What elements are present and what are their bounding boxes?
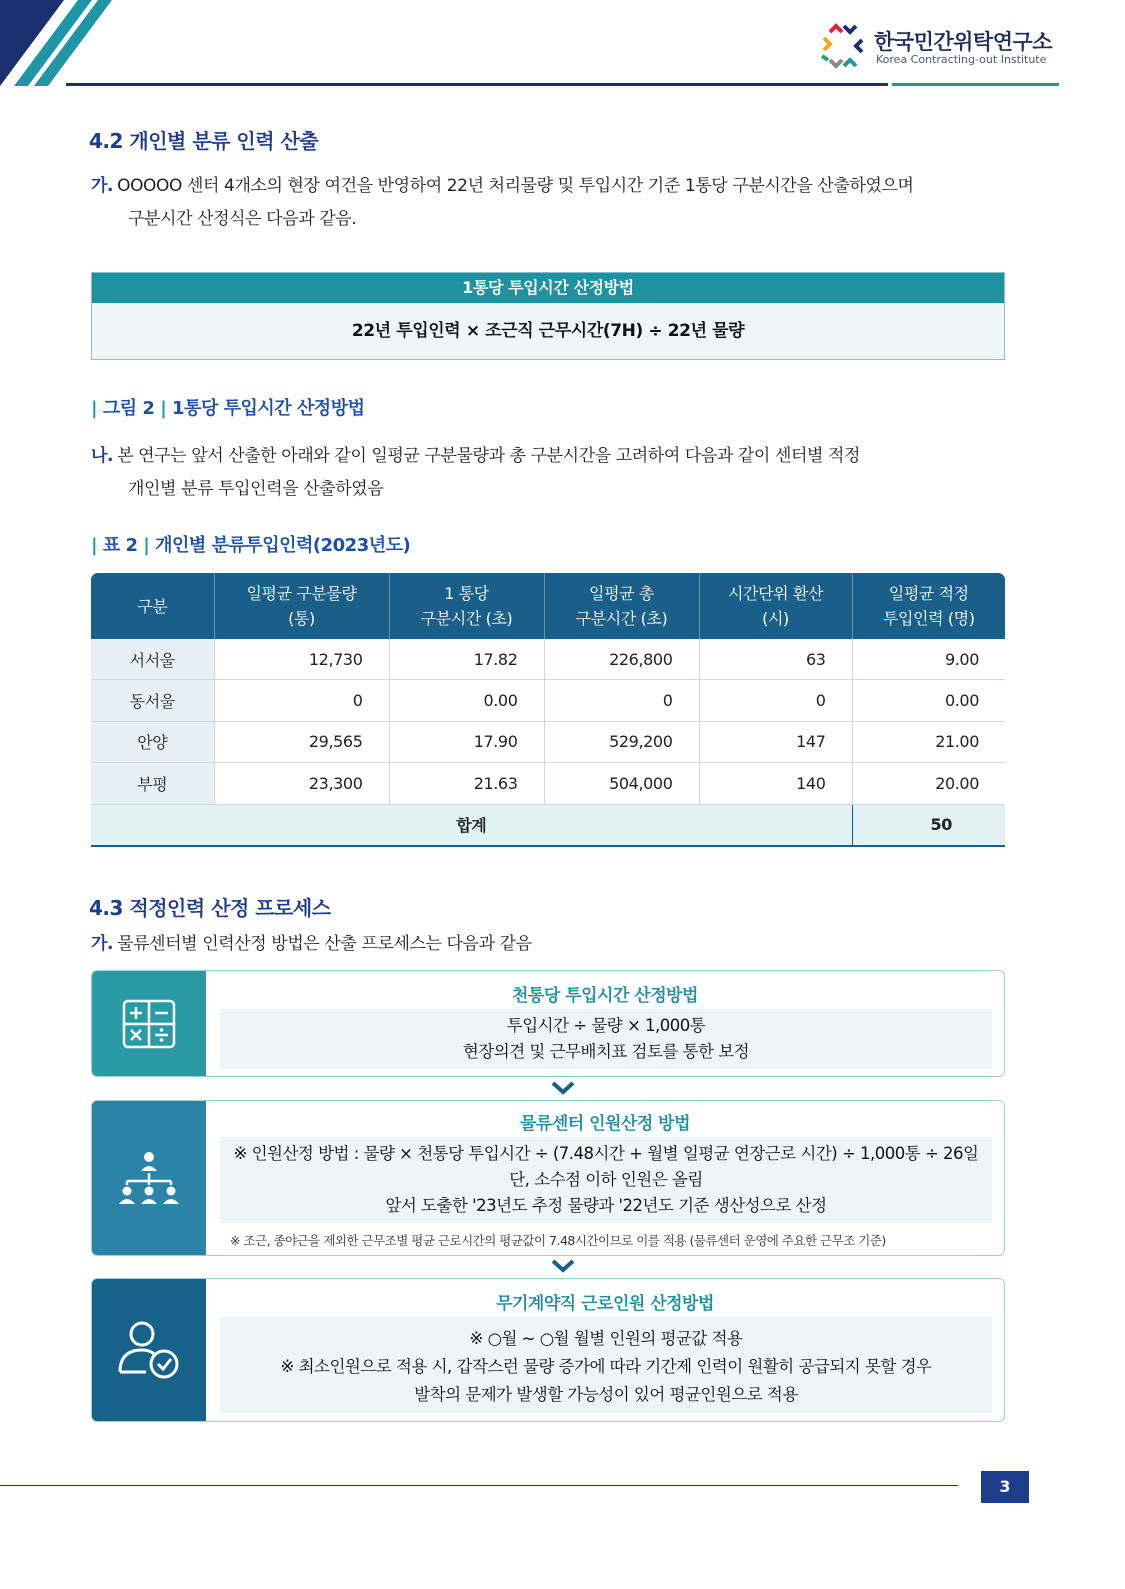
row-header: 서서울 <box>91 639 214 680</box>
paragraph-line: 구분시간 산정식은 다음과 같음. <box>128 209 357 229</box>
table-cell: 0 <box>699 680 852 721</box>
table-cell: 63 <box>699 639 852 680</box>
table-cell: 17.82 <box>389 639 544 680</box>
column-header: 1 통당 구분시간 (초) <box>389 573 544 639</box>
table-cell: 0 <box>544 680 699 721</box>
chevron-down-icon <box>550 1080 576 1096</box>
row-header: 부평 <box>91 763 214 804</box>
process-line: 앞서 도출한 '23년도 추정 물량과 '22년도 기준 생산성으로 산정 <box>385 1196 827 1215</box>
row-header: 동서울 <box>91 680 214 721</box>
table-cell: 0.00 <box>852 680 1005 721</box>
process-line: 발착의 문제가 발생할 가능성이 있어 평균인원으로 적용 <box>414 1385 798 1404</box>
process-body <box>220 1009 992 1069</box>
table-header-row <box>91 573 1005 639</box>
total-value: 50 <box>852 804 1005 846</box>
process-body <box>220 1317 992 1413</box>
staffing-table <box>91 573 1005 847</box>
paragraph-marker: 가. <box>91 934 114 954</box>
table-cell: 21.63 <box>389 763 544 804</box>
institute-name: 한국민간위탁연구소 <box>874 30 1053 54</box>
table-cell: 17.90 <box>389 721 544 762</box>
page-number: 3 <box>981 1471 1029 1503</box>
table-row <box>91 721 1005 762</box>
row-header: 안양 <box>91 721 214 762</box>
process-box-1 <box>91 970 1005 1077</box>
header-line-accent <box>892 83 1059 86</box>
table-cell: 504,000 <box>544 763 699 804</box>
table-caption-text: 개인별 분류투입인력(2023년도) <box>155 535 411 556</box>
table-caption-label: 표 2 <box>102 535 138 556</box>
table-total-row <box>91 804 1005 846</box>
column-header: 일평균 총 구분시간 (초) <box>544 573 699 639</box>
table-row <box>91 680 1005 721</box>
figure-caption: | 그림 2 | 1통당 투입시간 산정방법 <box>91 398 365 419</box>
calculator-icon <box>122 999 176 1049</box>
process-title: 무기계약직 근로인원 산정방법 <box>496 1294 714 1314</box>
paragraph-na <box>91 440 1021 506</box>
column-header: 일평균 구분물량 (통) <box>214 573 389 639</box>
process-note: ※ 조근, 종야근을 제외한 근무조별 평균 근로시간의 평균값이 7.48시간이므로 이를 적용 (물류센터 운영에 주요한 근무조 기준) <box>230 1233 886 1248</box>
column-header: 시간단위 환산 (시) <box>699 573 852 639</box>
process-line: 단, 소수점 이하 인원은 올림 <box>509 1170 703 1189</box>
table-cell: 12,730 <box>214 639 389 680</box>
process-box-3 <box>91 1278 1005 1422</box>
institute-name-english: Korea Contracting-out Institute <box>876 53 1047 66</box>
process-title: 천통당 투입시간 산정방법 <box>512 986 698 1006</box>
table-cell: 20.00 <box>852 763 1005 804</box>
table-cell: 21.00 <box>852 721 1005 762</box>
table-caption: | 표 2 | 개인별 분류투입인력(2023년도) <box>91 535 411 556</box>
person-check-icon <box>116 1320 182 1380</box>
table-cell: 9.00 <box>852 639 1005 680</box>
chevron-down-icon <box>550 1258 576 1274</box>
paragraph-marker: 나. <box>91 446 114 466</box>
process-line: ※ 인원산정 방법 : 물량 × 천통당 투입시간 ÷ (7.48시간 + 월별 일평균 연장근로 시간) ÷ 1,000통 ÷ 26일 <box>233 1144 979 1163</box>
column-header: 일평균 적정 투입인력 (명) <box>852 573 1005 639</box>
table-cell: 29,565 <box>214 721 389 762</box>
formula-body: 22년 투입인력 × 조근직 근무시간(7H) ÷ 22년 물량 <box>92 303 1004 359</box>
figure-caption-text: 1통당 투입시간 산정방법 <box>172 398 365 419</box>
process-line: ※ ○월 ~ ○월 월별 인원의 평균값 적용 <box>469 1329 743 1348</box>
table-cell: 140 <box>699 763 852 804</box>
table-row <box>91 763 1005 804</box>
process-line: 투입시간 ÷ 물량 × 1,000통 <box>506 1016 706 1035</box>
formula-header: 1통당 투입시간 산정방법 <box>92 273 1004 303</box>
process-icon-panel <box>92 1101 206 1255</box>
table-row <box>91 639 1005 680</box>
table-cell: 0 <box>214 680 389 721</box>
paragraph-line: 물류센터별 인력산정 방법은 산출 프로세스는 다음과 같음 <box>117 934 532 954</box>
header-line <box>66 83 888 86</box>
section-title-4-3: 4.3 적정인력 산정 프로세스 <box>89 896 331 920</box>
paragraph-line: 개인별 분류 투입인력을 산출하였음 <box>128 479 384 499</box>
paragraph-marker: 가. <box>91 176 114 196</box>
process-line: ※ 최소인원으로 적용 시, 갑작스런 물량 증가에 따라 기간제 인력이 원활히 공급되지 못할 경우 <box>280 1357 932 1376</box>
table-cell: 147 <box>699 721 852 762</box>
process-line: 현장의견 및 근무배치표 검토를 통한 보정 <box>462 1042 750 1061</box>
table-cell: 226,800 <box>544 639 699 680</box>
total-label: 합계 <box>91 804 852 846</box>
org-chart-icon <box>117 1151 181 1205</box>
header-corner-decoration <box>0 0 130 90</box>
process-title: 물류센터 인원산정 방법 <box>519 1114 691 1134</box>
formula-box <box>91 272 1005 360</box>
footer-line <box>0 1485 958 1486</box>
process-icon-panel <box>92 1279 206 1421</box>
table-cell: 23,300 <box>214 763 389 804</box>
paragraph-ga-2 <box>91 928 1021 961</box>
paragraph-line: 본 연구는 앞서 산출한 아래와 같이 일평균 구분물량과 총 구분시간을 고려하여 다음과 같이 센터별 적정 <box>117 446 861 466</box>
process-box-2 <box>91 1100 1005 1256</box>
process-body <box>220 1137 992 1223</box>
section-title-4-2: 4.2 개인별 분류 인력 산출 <box>89 129 319 153</box>
table-cell: 0.00 <box>389 680 544 721</box>
paragraph-line: OOOOO 센터 4개소의 현장 여건을 반영하여 22년 처리물량 및 투입시간 기준 1통당 구분시간을 산출하였으며 <box>117 176 914 196</box>
table-cell: 529,200 <box>544 721 699 762</box>
column-header: 구분 <box>91 573 214 639</box>
figure-caption-label: 그림 2 <box>102 398 155 419</box>
process-icon-panel <box>92 971 206 1076</box>
paragraph-ga <box>91 170 1021 236</box>
institute-logo-icon <box>818 20 868 70</box>
